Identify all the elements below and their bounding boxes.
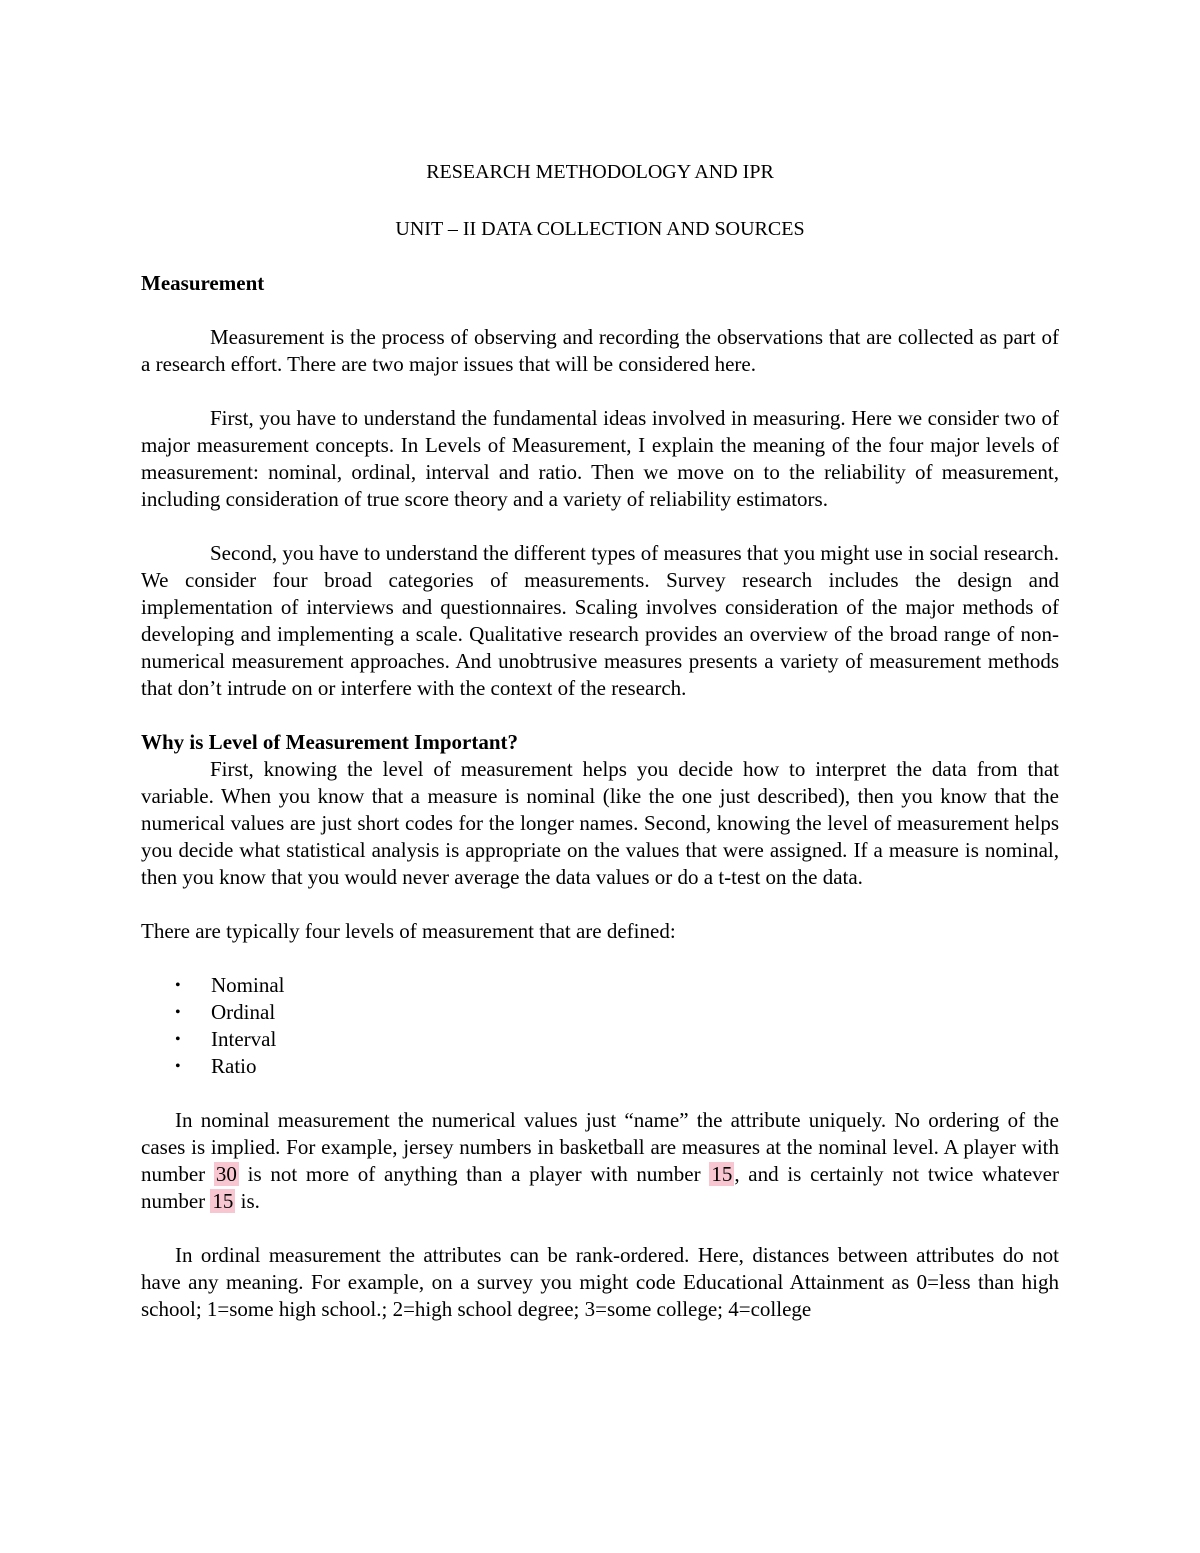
- paragraph-second-types: Second, you have to understand the different types of measures that you might use in social research. We consider four broad categories of measurements. Survey research includes the design and implementation of interviews and questionnaires. Scaling involves consideration of the major methods of developing and implementing a scale. Qualitative research provides an overview of the broad range of non-numerical measurement approaches. And unobtrusive measures presents a variety of measurement methods that don’t intrude on or interfere with the context of the research.: [141, 541, 1059, 700]
- list-item: [141, 999, 1059, 1026]
- paragraph-nominal: [141, 1107, 1059, 1215]
- level-label: Interval: [211, 1027, 277, 1051]
- paragraph-four-levels-intro: There are typically four levels of measurement that are defined:: [141, 919, 676, 943]
- list-item: [141, 972, 1059, 999]
- levels-list: [141, 972, 1059, 1080]
- bullet-icon: •: [175, 1031, 181, 1048]
- document-title: RESEARCH METHODOLOGY AND IPR: [426, 161, 774, 183]
- bullet-icon: •: [175, 1058, 181, 1075]
- highlight-number: 15: [212, 1189, 234, 1213]
- level-label: Ordinal: [211, 1000, 276, 1024]
- nominal-text-4: is.: [235, 1189, 260, 1213]
- why-level-heading: Why is Level of Measurement Important?: [141, 730, 518, 754]
- level-label: Nominal: [211, 973, 285, 997]
- paragraph-ordinal: In ordinal measurement the attributes can be rank-ordered. Here, distances between attributes do not have any meaning. For example, on a survey you might code Educational Attainment as 0=less than high school; 1=some high school.; 2=high school degree; 3=some college; 4=college: [141, 1243, 1059, 1321]
- unit-title: UNIT – II DATA COLLECTION AND SOURCES: [395, 218, 805, 240]
- paragraph-measurement-definition: Measurement is the process of observing and recording the observations that are collected as part of a research effort. There are two major issues that will be considered here.: [141, 325, 1059, 376]
- highlight-number: 30: [215, 1162, 237, 1186]
- measurement-heading: Measurement: [141, 271, 265, 295]
- nominal-text-2: is not more of anything than a player with number: [238, 1162, 710, 1186]
- list-item: [141, 1053, 1059, 1080]
- paragraph-first-ideas: First, you have to understand the fundamental ideas involved in measuring. Here we consider two of major measurement concepts. In Levels of Measurement, I explain the meaning of the four major levels of measurement: nominal, ordinal, interval and ratio. Then we move on to the reliability of measurement, including consideration of true score theory and a variety of reliability estimators.: [141, 406, 1059, 511]
- list-item: [141, 1026, 1059, 1053]
- paragraph-why-important: First, knowing the level of measurement helps you decide how to interpret the data from that variable. When you know that a measure is nominal (like the one just described), then you know that the numerical values are just short codes for the longer names. Second, knowing the level of measurement helps you decide what statistical analysis is appropriate on the values that were assigned. If a measure is nominal, then you know that you would never average the data values or do a t-test on the data.: [141, 757, 1059, 889]
- level-label: Ratio: [211, 1054, 257, 1078]
- nominal-text-3: , and is certainly not twice whatever number: [141, 1162, 1059, 1213]
- document-page: [141, 158, 1059, 1323]
- highlight-number: 15: [711, 1162, 733, 1186]
- nominal-text-1: In nominal measurement the numerical values just “name” the attribute uniquely. No ordering of the cases is implied. For example, jersey numbers in basketball are measures at the nominal level. A player with number: [141, 1108, 1059, 1186]
- bullet-icon: •: [175, 1004, 181, 1021]
- bullet-icon: •: [175, 977, 181, 994]
